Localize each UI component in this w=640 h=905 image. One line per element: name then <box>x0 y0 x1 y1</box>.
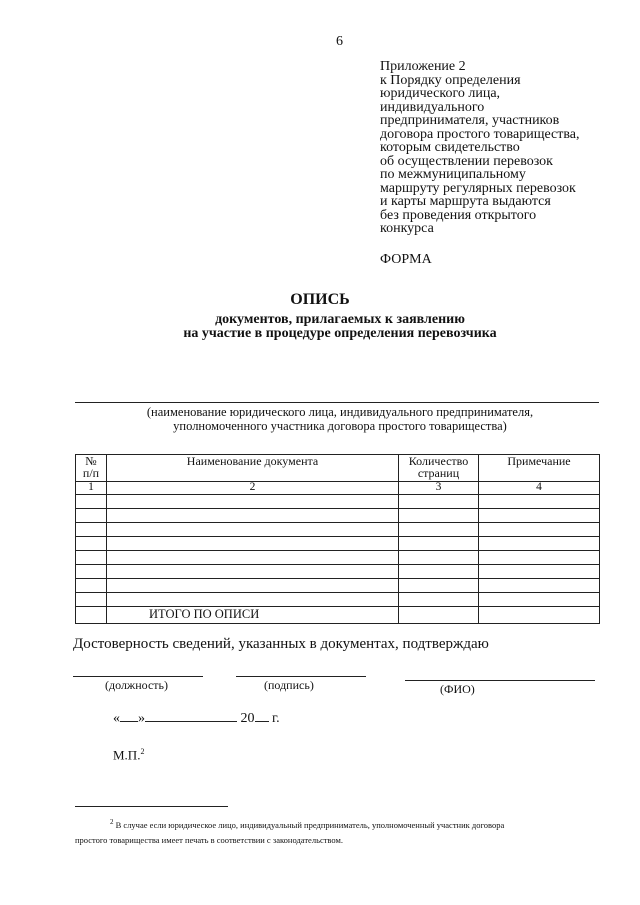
footnote <box>75 815 595 848</box>
name-caption-line-2: уполномоченного участника договора простого товарищества) <box>173 419 507 433</box>
document-title: ОПИСЬ <box>290 291 350 308</box>
header-note: Примечание <box>479 455 600 482</box>
total-label-text: ИТОГО ПО ОПИСИ <box>149 607 260 621</box>
footnote-separator <box>75 806 228 807</box>
total-label <box>107 607 399 624</box>
month-field[interactable] <box>145 708 237 722</box>
table-cell[interactable] <box>76 509 107 523</box>
table-cell[interactable] <box>399 565 479 579</box>
stamp-place <box>113 747 144 763</box>
appendix-line: и карты маршрута выдаются <box>380 194 551 209</box>
appendix-line: без проведения открытого <box>380 207 537 223</box>
day-field[interactable] <box>120 708 138 722</box>
table-cell[interactable] <box>479 551 600 565</box>
date-close-quote: » <box>138 711 145 726</box>
table-cell[interactable] <box>107 593 399 607</box>
table-cell[interactable] <box>399 495 479 509</box>
header-page-count <box>399 455 479 482</box>
table-cell[interactable] <box>76 579 107 593</box>
appendix-line: об осуществлении перевозок <box>380 153 553 169</box>
table-cell[interactable] <box>107 565 399 579</box>
table-cell[interactable] <box>399 593 479 607</box>
subtitle-line-2: на участие в процедуре определения перевозчика <box>183 326 497 341</box>
header-document-name: Наименование документа <box>107 455 399 482</box>
name-entry-line[interactable] <box>75 402 599 403</box>
table-cell[interactable] <box>107 495 399 509</box>
documents-table <box>75 454 600 624</box>
table-row <box>76 495 600 509</box>
header-count-line-1: Количество <box>408 454 469 468</box>
table-row <box>76 509 600 523</box>
table-cell[interactable] <box>76 523 107 537</box>
appendix-line: индивидуального <box>380 99 485 115</box>
total-pages-cell[interactable] <box>399 607 479 624</box>
column-number: 3 <box>399 482 479 495</box>
table-cell[interactable] <box>107 537 399 551</box>
appendix-line: маршруту регулярных перевозок <box>380 180 576 196</box>
table-row <box>76 551 600 565</box>
header-number-line-1: № <box>85 454 97 468</box>
form-label: ФОРМА <box>380 252 432 267</box>
appendix-line: по межмуниципальному <box>380 167 526 182</box>
position-caption: (должность) <box>105 678 168 692</box>
table-cell[interactable] <box>479 523 600 537</box>
page-number: 6 <box>336 34 343 49</box>
footnote-line-1-text: В случае если юридическое лицо, индивидуальный предприниматель, уполномоченный участник договора <box>115 819 505 830</box>
table-row <box>76 523 600 537</box>
table-cell[interactable] <box>399 551 479 565</box>
full-name-line[interactable] <box>405 680 595 681</box>
stamp-footnote-mark: 2 <box>140 747 145 756</box>
header-number-line-2: п/п <box>82 466 100 480</box>
total-note-cell[interactable] <box>479 607 600 624</box>
table-cell[interactable] <box>107 579 399 593</box>
appendix-line: к Порядку определения <box>380 72 521 88</box>
signature-line[interactable] <box>236 676 366 677</box>
document-subtitle <box>150 313 530 341</box>
stamp-label: М.П. <box>113 747 141 763</box>
table-cell[interactable] <box>399 509 479 523</box>
header-count-line-2: страниц <box>417 466 460 480</box>
table-cell[interactable] <box>76 551 107 565</box>
table-cell[interactable] <box>107 551 399 565</box>
footnote-mark: 2 <box>110 818 114 826</box>
table-cell[interactable] <box>76 593 107 607</box>
table-row <box>76 579 600 593</box>
appendix-line: предпринимателя, участников <box>380 113 560 128</box>
year-field[interactable] <box>255 708 269 722</box>
column-number: 4 <box>479 482 600 495</box>
table-header-row <box>76 455 600 482</box>
date-line <box>113 708 280 727</box>
appendix-line: Приложение 2 <box>380 59 466 74</box>
name-caption-line-1: (наименование юридического лица, индивидуального предпринимателя, <box>146 405 534 419</box>
header-number <box>76 455 107 482</box>
table-cell[interactable] <box>107 523 399 537</box>
table-cell[interactable] <box>479 593 600 607</box>
total-row <box>76 607 600 624</box>
position-line[interactable] <box>73 676 203 677</box>
column-number-row <box>76 482 600 495</box>
table-cell[interactable] <box>479 509 600 523</box>
table-cell[interactable] <box>399 523 479 537</box>
appendix-line: конкурса <box>380 221 434 236</box>
table-cell[interactable] <box>76 565 107 579</box>
table-cell[interactable] <box>399 537 479 551</box>
table-cell[interactable] <box>76 495 107 509</box>
table-row <box>76 537 600 551</box>
table-cell[interactable] <box>479 495 600 509</box>
table-cell[interactable] <box>107 509 399 523</box>
year-prefix: 20 <box>240 711 255 726</box>
column-number: 2 <box>107 482 399 495</box>
table-row <box>76 565 600 579</box>
table-cell[interactable] <box>76 537 107 551</box>
total-number-cell <box>76 607 107 624</box>
date-open-quote: « <box>113 711 120 726</box>
appendix-line: договора простого товарищества, <box>380 126 580 142</box>
table-cell[interactable] <box>479 537 600 551</box>
name-caption <box>130 405 550 433</box>
appendix-line: которым свидетельство <box>380 140 520 155</box>
signature-caption: (подпись) <box>264 678 314 692</box>
full-name-caption: (ФИО) <box>440 682 475 696</box>
subtitle-line-1: документов, прилагаемых к заявлению <box>215 312 465 327</box>
appendix-block <box>380 60 620 236</box>
appendix-line: юридического лица, <box>380 86 501 101</box>
table-cell[interactable] <box>399 579 479 593</box>
table-cell[interactable] <box>479 565 600 579</box>
confirmation-text: Достоверность сведений, указанных в документах, подтверждаю <box>73 636 489 652</box>
year-suffix: г. <box>272 711 280 726</box>
table-cell[interactable] <box>479 579 600 593</box>
table-row <box>76 593 600 607</box>
footnote-line-2: простого товарищества имеет печать в соответствии с законодательством. <box>75 834 343 845</box>
footnote-line-1 <box>75 815 595 833</box>
column-number: 1 <box>76 482 107 495</box>
